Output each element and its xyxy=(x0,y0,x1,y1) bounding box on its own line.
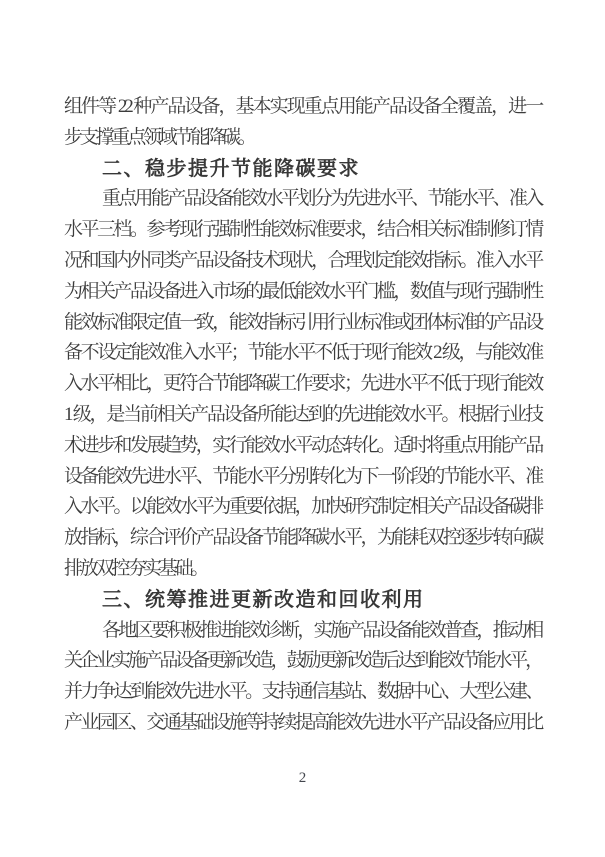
text-line: 入水平相比，更符合节能降碳工作要求；先进水平不低于现行能效 xyxy=(64,373,541,395)
text-line: 步支撑重点领域节能降碳。 xyxy=(64,126,254,148)
text-line: 能效标准限定值一致，能效指标引用行业标准或团体标准的产品设 xyxy=(64,311,541,333)
text-line: 排放双控夯实基础。 xyxy=(64,557,207,579)
text-line: 放指标，综合评价产品设备节能降碳水平，为能耗双控逐步转向碳 xyxy=(64,527,541,549)
text-line: 1 级，是当前相关产品设备所能达到的先进能效水平。根据行业技 xyxy=(64,403,541,425)
text-line: 产业园区、交通基础设施等持续提高能效先进水平产品设备应用比 xyxy=(64,711,541,733)
text-line: 各地区要积极推进能效诊断，实施产品设备能效普查，推动相 xyxy=(102,619,541,641)
text-line: 水平三档。参考现行强制性能效标准要求，结合相关标准制修订情 xyxy=(64,219,541,241)
text-line: 入水平。以能效水平为重要依据，加快研究制定相关产品设备碳排 xyxy=(64,496,541,518)
text-line: 备不设定能效准入水平；节能水平不低于现行能效 2 级，与能效准 xyxy=(64,342,541,364)
section-heading: 三、统筹推进更新改造和回收利用 xyxy=(102,588,425,611)
text-column xyxy=(64,92,541,739)
text-line: 组件等 22 种产品设备，基本实现重点用能产品设备全覆盖，进一 xyxy=(64,96,541,117)
text-line: 关企业实施产品设备更新改造，鼓励更新改造后达到能效节能水平， xyxy=(64,650,541,672)
section-heading: 二、稳步提升节能降碳要求 xyxy=(102,157,360,180)
text-line: 术进步和发展趋势，实行能效水平动态转化。适时将重点用能产品 xyxy=(64,434,541,456)
page-number: 2 xyxy=(298,770,307,786)
text-line: 况和国内外同类产品设备技术现状，合理划定能效指标。准入水平 xyxy=(64,249,541,271)
text-line: 并力争达到能效先进水平。支持通信基站、数据中心、大型公建、 xyxy=(64,681,541,703)
text-line: 设备能效先进水平、节能水平分别转化为下一阶段的节能水平、准 xyxy=(64,465,541,487)
text-line: 为相关产品设备进入市场的最低能效水平门槛，数值与现行强制性 xyxy=(64,280,541,302)
text-line: 重点用能产品设备能效水平划分为先进水平、节能水平、准入 xyxy=(102,188,541,210)
